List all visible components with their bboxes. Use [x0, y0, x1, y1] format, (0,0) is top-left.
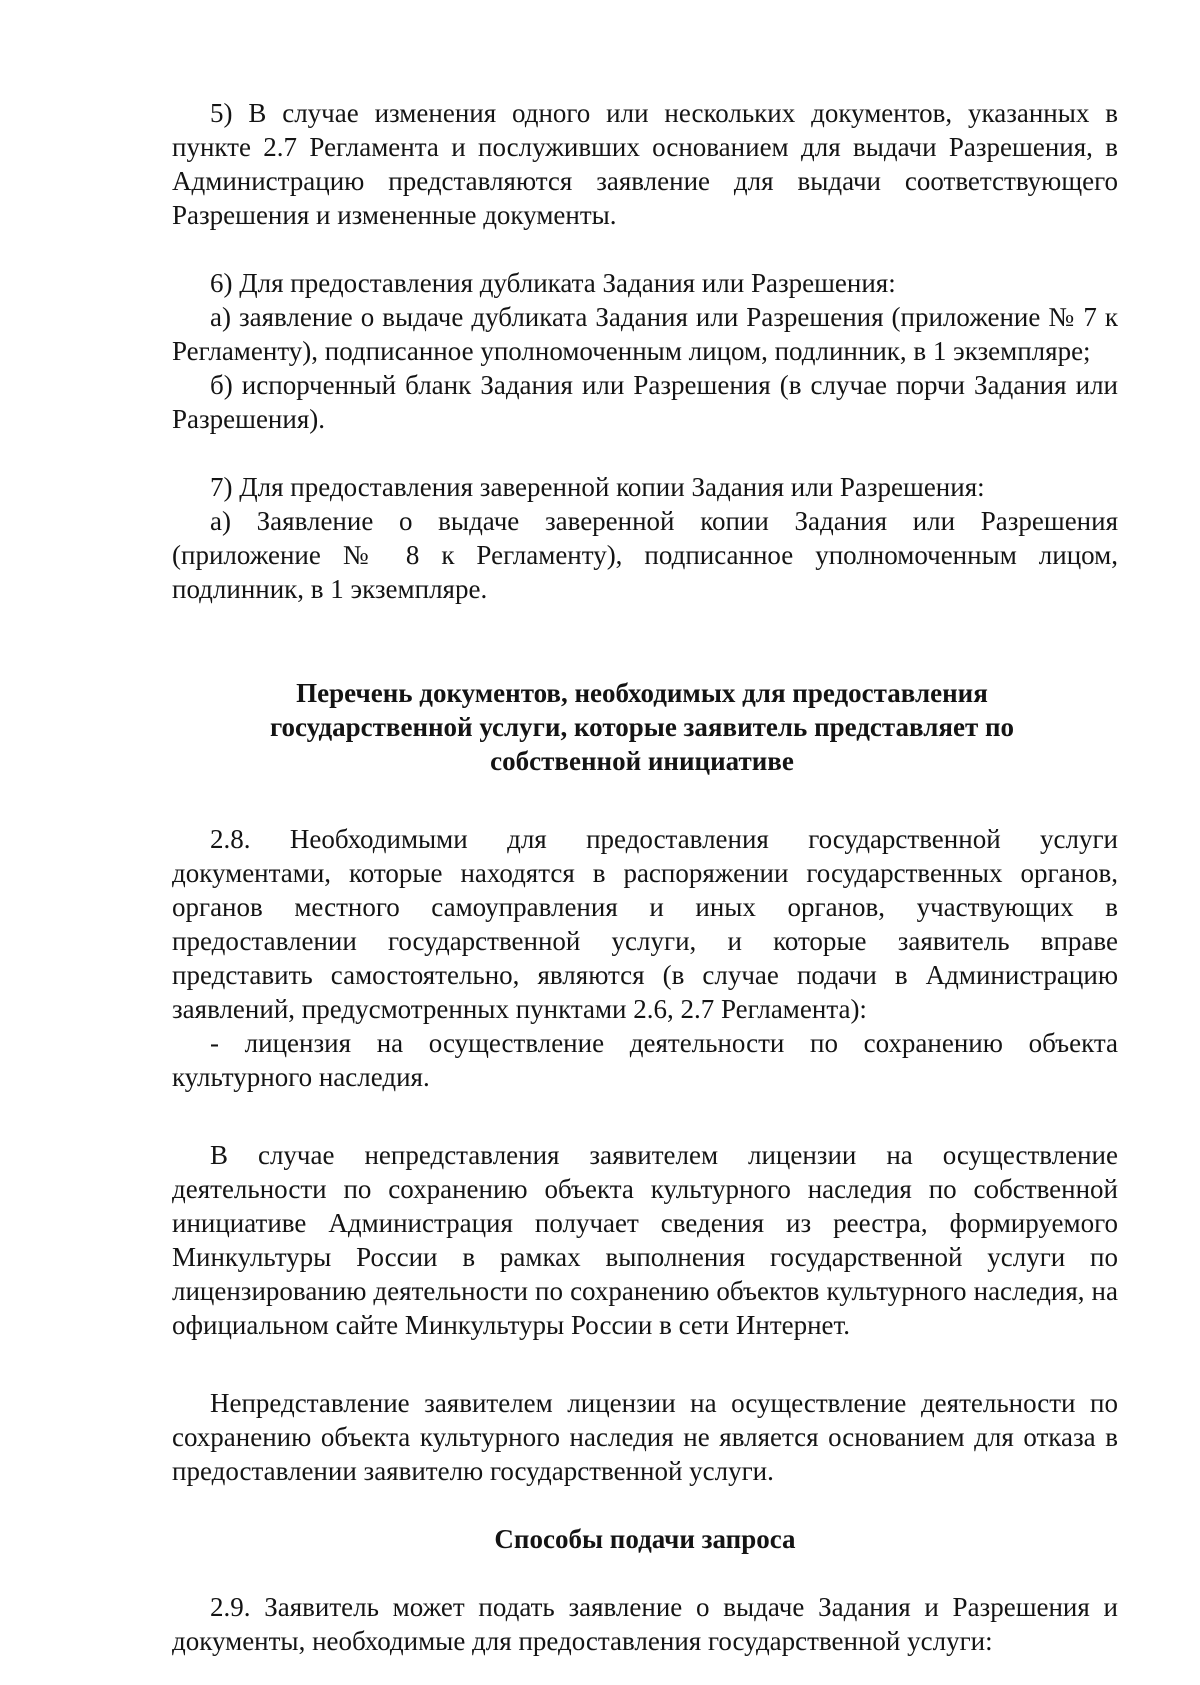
not-grounds-paragraph: Непредставление заявителем лицензии на осуществление деятельности по сохранению объекта культурного наследия не является основанием для отказа в предоставлении заявителю государственной услуги.: [172, 1388, 1118, 1486]
item-6-a-paragraph: а) заявление о выдаче дубликата Задания или Разрешения (приложение № 7 к Регламенту), подписанное уполномоченным лицом, подлинник, в 1 экземпляре;: [172, 302, 1118, 366]
item-6-title: 6) Для предоставления дубликата Задания или Разрешения:: [210, 268, 896, 298]
non-submission-paragraph: В случае непредставления заявителем лицензии на осуществление деятельности по сохранению объекта культурного наследия по собственной инициативе Администрация получает сведения из реестра, формируемого Минкультуры России в рамках выполнения государственной услуги по лицензированию деятельности по сохранению объектов культурного наследия, на официальном сайте Минкультуры России в сети Интернет.: [172, 1140, 1118, 1340]
spacer: [172, 436, 1118, 470]
spacer: [172, 778, 1118, 822]
item-6-b-paragraph: б) испорченный бланк Задания или Разрешения (в случае порчи Задания или Разрешения).: [172, 370, 1118, 434]
spacer: [172, 1488, 1118, 1522]
item-7-title: 7) Для предоставления заверенной копии Задания или Разрешения:: [210, 472, 985, 502]
license-list-item: - лицензия на осуществление деятельности по сохранению объекта культурного наследия.: [172, 1028, 1118, 1092]
spacer: [172, 232, 1118, 266]
spacer: [172, 606, 1118, 676]
section-heading-submission: Способы подачи запроса: [494, 1524, 796, 1554]
item-5-paragraph: 5) В случае изменения одного или нескольких документов, указанных в пункте 2.7 Регламента и послуживших основанием для выдачи Разрешения, в Администрацию представляются заявление для выдачи соответствующего Разрешения и измененные документы.: [172, 98, 1118, 230]
section-2-9-paragraph: 2.9. Заявитель может подать заявление о выдаче Задания и Разрешения и документы, необходимые для предоставления государственной услуги:: [172, 1592, 1118, 1656]
spacer: [172, 1556, 1118, 1590]
section-heading-block: [232, 676, 1052, 778]
section-heading-documents: Перечень документов, необходимых для предоставления государственной услуги, которые заявитель представляет по собственной инициативе: [269, 678, 1015, 776]
item-7-a-paragraph: а) Заявление о выдаче заверенной копии Задания или Разрешения (приложение № 8 к Регламенту), подписанное уполномоченным лицом, подлинник, в 1 экземпляре.: [172, 506, 1118, 604]
document-page: [172, 96, 1118, 1658]
spacer: [172, 1094, 1118, 1138]
section-2-8-paragraph: 2.8. Необходимыми для предоставления государственной услуги документами, которые находятся в распоряжении государственных органов, органов местного самоуправления и иных органов, участвующих в предоставлении государственной услуги, и которые заявитель вправе представить самостоятельно, являются (в случае подачи в Администрацию заявлений, предусмотренных пунктами 2.6, 2.7 Регламента):: [172, 824, 1118, 1024]
spacer: [172, 1342, 1118, 1386]
